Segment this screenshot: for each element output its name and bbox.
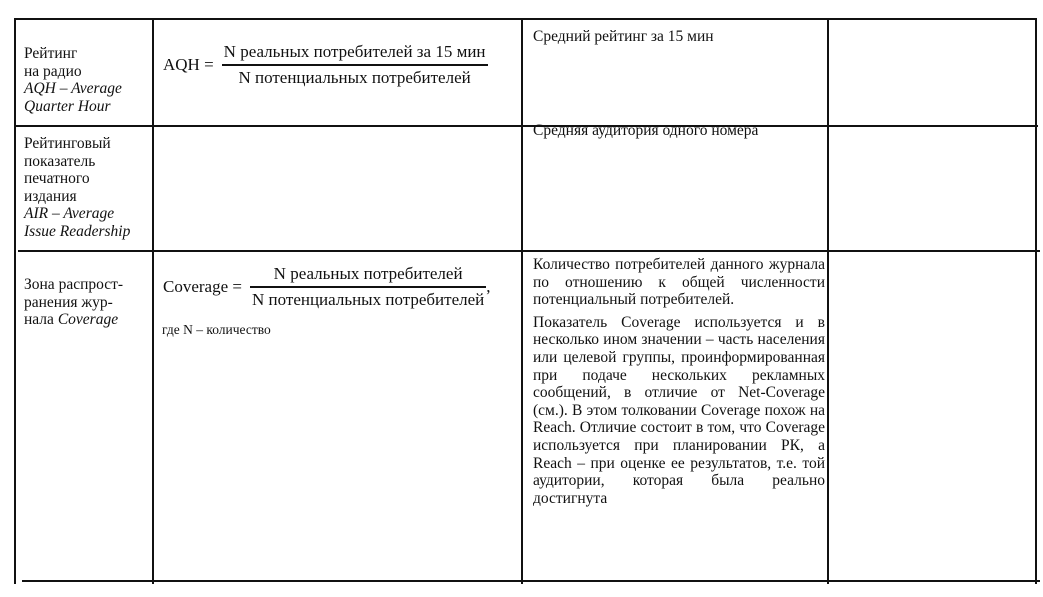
term-text: нала xyxy=(24,311,58,328)
term-line: Рейтинг xyxy=(24,45,78,62)
row-divider-1 xyxy=(16,125,1038,127)
column-line-5 xyxy=(1035,18,1037,584)
formula-trailing-comma: , xyxy=(486,276,491,296)
term-line-italic: Issue Readership xyxy=(24,222,131,240)
formula-fraction xyxy=(250,264,486,310)
formula-numerator: N реальных потребителей за 15 мин xyxy=(223,42,486,61)
table-top-border xyxy=(14,18,1036,20)
table-bottom-border xyxy=(22,580,1040,582)
term-coverage xyxy=(24,276,152,329)
formula-denominator: N потенциальных потребителей xyxy=(251,289,485,309)
term-text-italic: Coverage xyxy=(57,311,119,328)
description-paragraph: Средний рейтинг за 15 мин xyxy=(533,28,714,45)
formula-lhs: AQH = xyxy=(163,54,214,74)
term-air xyxy=(24,135,152,240)
term-line-italic: AQH – Average xyxy=(24,80,122,97)
description-coverage xyxy=(533,256,825,507)
column-line-2 xyxy=(152,18,154,584)
column-line-1 xyxy=(14,18,16,584)
formula-numerator: N реальных потребителей xyxy=(273,264,463,283)
term-line: показатель xyxy=(24,152,96,170)
formula-aqh xyxy=(163,42,488,88)
row-divider-2 xyxy=(18,250,1040,252)
term-line: ранения жур- xyxy=(24,293,113,311)
formula-fraction xyxy=(222,42,488,88)
term-line-italic: AIR – Average xyxy=(24,205,115,222)
formula-lhs: Coverage = xyxy=(163,276,242,296)
term-line: на радио xyxy=(24,62,82,80)
formula-coverage xyxy=(163,264,491,310)
term-line: издания xyxy=(24,187,77,205)
formula-note: где N – количество xyxy=(162,322,271,337)
description-paragraph: Показатель Coverage используется и в несколько ином значении – часть населения или целевой группы, проинформированная при подаче нескольких рекламных сообщений, в отличие от Net-Coverage (см.). В этом толковании Coverage похож на Reach. Отличие состоит в том, что Coverage используется при планировании РК, а Reach – при оценке ее результатов, т.е. той аудитории, которая была реально достигнута xyxy=(533,313,825,507)
term-line-italic: Quarter Hour xyxy=(24,97,111,115)
formula-denominator: N потенциальных потребителей xyxy=(238,67,471,87)
term-line: печатного xyxy=(24,170,90,187)
description-air xyxy=(533,122,825,140)
term-line: Зона распрост- xyxy=(24,276,124,293)
term-line-mixed xyxy=(24,311,152,329)
column-line-3 xyxy=(521,18,523,584)
column-line-4 xyxy=(827,18,829,584)
term-line: Рейтинговый xyxy=(24,135,111,152)
description-aqh xyxy=(533,28,825,46)
description-paragraph: Количество потребителей данного журнала по отношению к общей численности потенциальный потребителей. xyxy=(533,256,825,309)
term-aqh xyxy=(24,45,152,115)
description-paragraph: Средняя аудитория одного номера xyxy=(533,122,759,139)
